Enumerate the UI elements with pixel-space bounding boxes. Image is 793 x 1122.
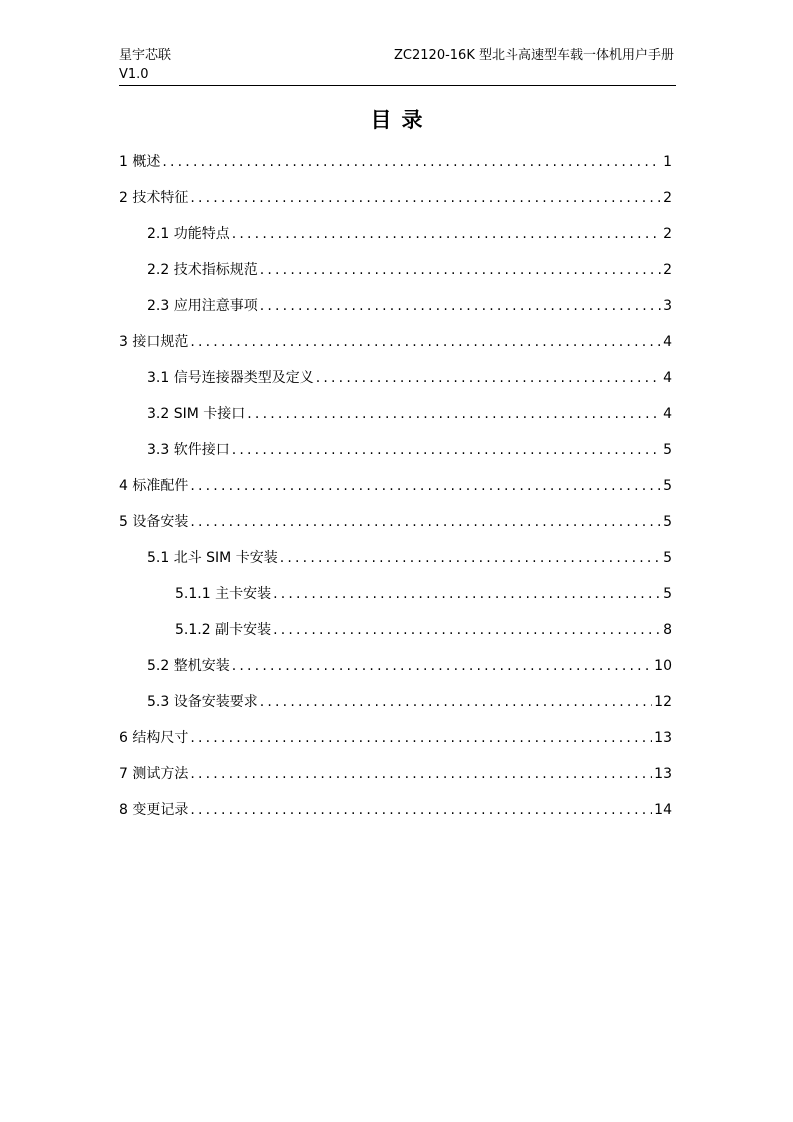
- toc-leader-dots: [280, 547, 661, 569]
- toc-entry-page: 2: [663, 226, 672, 242]
- toc-entry-page: 5: [663, 514, 672, 530]
- toc-entry[interactable]: [147, 439, 672, 461]
- toc-entry[interactable]: [119, 151, 672, 173]
- toc-entry-label: 2.1 功能特点: [147, 226, 230, 242]
- toc-leader-dots: [190, 475, 661, 497]
- toc-entry-label: 7 测试方法: [119, 766, 189, 782]
- toc-entry-label: 2.2 技术指标规范: [147, 262, 258, 278]
- toc-entry-label: 4 标准配件: [119, 478, 189, 494]
- toc-entry[interactable]: [147, 223, 672, 245]
- toc-entry-label: 8 变更记录: [119, 802, 189, 818]
- toc-entry-page: 4: [663, 334, 672, 350]
- toc-entry-label: 3.1 信号连接器类型及定义: [147, 370, 314, 386]
- toc-leader-dots: [232, 655, 652, 677]
- toc-entry-label: 6 结构尺寸: [119, 730, 189, 746]
- toc-leader-dots: [190, 727, 652, 749]
- toc-entry-label: 1 概述: [119, 154, 161, 170]
- toc-leader-dots: [260, 691, 652, 713]
- toc-entry-page: 5: [663, 550, 672, 566]
- toc-entry[interactable]: [119, 187, 672, 209]
- toc-leader-dots: [190, 187, 661, 209]
- toc-leader-dots: [190, 799, 652, 821]
- toc-entry-label: 3 接口规范: [119, 334, 189, 350]
- page-header: [119, 46, 676, 86]
- toc-entry-label: 5.1.2 副卡安装: [175, 622, 272, 638]
- toc-leader-dots: [273, 619, 661, 641]
- toc-entry-page: 12: [654, 694, 672, 710]
- toc-entry-page: 4: [663, 370, 672, 386]
- toc-entry[interactable]: [147, 367, 672, 389]
- toc-entry[interactable]: [147, 691, 672, 713]
- toc-entry-page: 1: [663, 154, 672, 170]
- toc-heading: 目录: [370, 108, 433, 132]
- toc-entry-label: 5.2 整机安装: [147, 658, 230, 674]
- toc-entry-label: 5.1 北斗 SIM 卡安装: [147, 550, 278, 566]
- toc-entry[interactable]: [175, 583, 672, 605]
- toc-entry[interactable]: [119, 799, 672, 821]
- toc-leader-dots: [247, 403, 661, 425]
- toc-entry-page: 5: [663, 586, 672, 602]
- toc-leader-dots: [190, 763, 652, 785]
- toc-entry[interactable]: [119, 511, 672, 533]
- toc-entry[interactable]: [119, 763, 672, 785]
- toc-entry[interactable]: [147, 259, 672, 281]
- toc-entry-label: 2.3 应用注意事项: [147, 298, 258, 314]
- version-label: V1.0: [119, 67, 149, 82]
- toc-entry-page: 5: [663, 442, 672, 458]
- toc-entry[interactable]: [119, 331, 672, 353]
- toc-entry-page: 10: [654, 658, 672, 674]
- toc-leader-dots: [260, 259, 661, 281]
- toc-entry-page: 13: [654, 730, 672, 746]
- toc-entry-label: 3.2 SIM 卡接口: [147, 406, 246, 422]
- toc-leader-dots: [260, 295, 661, 317]
- toc-leader-dots: [232, 223, 661, 245]
- toc-entry-page: 4: [663, 406, 672, 422]
- toc-leader-dots: [162, 151, 661, 173]
- toc-entry[interactable]: [147, 403, 672, 425]
- toc-entry[interactable]: [147, 295, 672, 317]
- toc-entry[interactable]: [147, 655, 672, 677]
- toc-entry-label: 5.3 设备安装要求: [147, 694, 258, 710]
- company-name: 星宇芯联: [119, 48, 172, 63]
- toc-entry-label: 3.3 软件接口: [147, 442, 230, 458]
- toc-entry-page: 13: [654, 766, 672, 782]
- toc-entry-label: 5 设备安装: [119, 514, 189, 530]
- toc-entry[interactable]: [119, 727, 672, 749]
- header-left: [119, 46, 171, 84]
- toc-entry-page: 8: [663, 622, 672, 638]
- document-title: ZC2120-16K 型北斗高速型车载一体机用户手册: [394, 48, 674, 63]
- toc-leader-dots: [190, 331, 661, 353]
- toc-entry-label: 2 技术特征: [119, 190, 189, 206]
- toc-entry[interactable]: [119, 475, 672, 497]
- toc-entry-page: 5: [663, 478, 672, 494]
- toc-entry[interactable]: [147, 547, 672, 569]
- toc-entry-page: 2: [663, 262, 672, 278]
- toc-leader-dots: [190, 511, 661, 533]
- toc-entry-page: 3: [663, 298, 672, 314]
- toc-entry[interactable]: [175, 619, 672, 641]
- toc-leader-dots: [316, 367, 661, 389]
- toc-entry-label: 5.1.1 主卡安装: [175, 586, 272, 602]
- toc-leader-dots: [232, 439, 661, 461]
- toc-entry-page: 14: [654, 802, 672, 818]
- toc-entry-page: 2: [663, 190, 672, 206]
- toc-leader-dots: [273, 583, 661, 605]
